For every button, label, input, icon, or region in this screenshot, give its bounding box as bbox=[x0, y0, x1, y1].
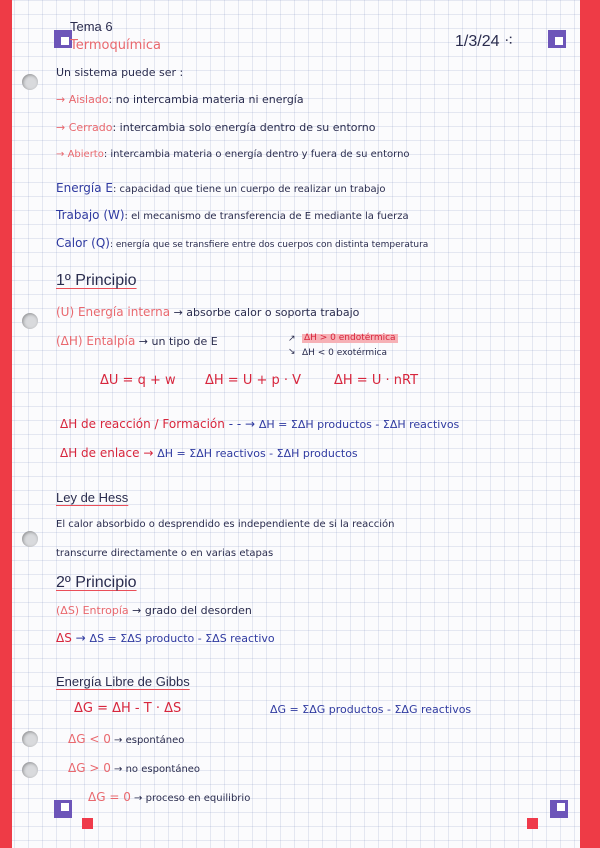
term: (ΔH) Entalpía bbox=[56, 334, 136, 348]
branch-arrow-icon: ↗ bbox=[288, 334, 296, 344]
formula: ΔH = U · nRT bbox=[334, 373, 419, 388]
formula: ΔG = ΣΔG productos - ΣΔG reactivos bbox=[270, 703, 472, 716]
definition: : intercambia solo energía dentro de su entorno bbox=[112, 121, 376, 134]
definition: → grado del desorden bbox=[132, 604, 252, 617]
term: (U) Energía interna bbox=[56, 305, 171, 319]
list-item bbox=[56, 150, 410, 160]
arrow-icon: → bbox=[114, 764, 123, 775]
binder-hole bbox=[22, 313, 38, 329]
section-heading: 2º Principio bbox=[56, 574, 137, 591]
corner-mark-icon bbox=[54, 800, 72, 818]
definition: espontáneo bbox=[125, 735, 185, 746]
endothermic-note: ΔH > 0 endotérmica bbox=[304, 333, 396, 343]
definition-row bbox=[56, 632, 275, 644]
formula: ΔH = ΣΔH reactivos - ΣΔH productos bbox=[157, 447, 358, 460]
list-item bbox=[68, 762, 200, 775]
term: Energía E bbox=[56, 181, 113, 195]
list-item bbox=[68, 733, 184, 746]
arrow-icon: → bbox=[56, 93, 66, 106]
condition: ΔG = 0 bbox=[88, 790, 131, 804]
condition: ΔG < 0 bbox=[68, 732, 111, 746]
definition-row bbox=[56, 335, 218, 347]
term: ΔH de enlace bbox=[60, 446, 140, 460]
definition: : energía que se transfiere entre dos cuerpos con distinta temperatura bbox=[109, 240, 429, 250]
definition-row bbox=[56, 206, 409, 222]
paragraph-line: transcurre directamente o en varias etapas bbox=[56, 548, 274, 559]
term: Calor (Q) bbox=[56, 236, 110, 250]
formula: ΔH = U + p · V bbox=[205, 373, 302, 388]
corner-square-icon bbox=[527, 818, 538, 829]
definition: no espontáneo bbox=[125, 764, 201, 775]
definition: : intercambia materia o energía dentro y fuera de su entorno bbox=[103, 149, 410, 160]
arrow-icon: → bbox=[114, 735, 123, 746]
binder-hole bbox=[22, 531, 38, 547]
term: ΔS bbox=[56, 631, 72, 645]
page-date: 1/3/24 ⁖ bbox=[455, 33, 514, 50]
term: Aislado bbox=[68, 93, 109, 106]
definition: : capacidad que tiene un cuerpo de realizar un trabajo bbox=[113, 184, 386, 195]
section-heading: Ley de Hess bbox=[56, 490, 129, 505]
term: Trabajo (W) bbox=[56, 208, 125, 222]
binder-hole bbox=[22, 731, 38, 747]
definition-row bbox=[60, 447, 358, 459]
arrow-icon: → bbox=[143, 446, 154, 460]
smile-doodle-icon: ⁖ bbox=[503, 33, 514, 50]
page-title: Tema 6 bbox=[70, 19, 113, 34]
term: Cerrado bbox=[68, 121, 113, 134]
definition: → absorbe calor o soporta trabajo bbox=[173, 306, 360, 319]
term: (ΔS) Entropía bbox=[56, 604, 129, 617]
formula: ΔS = ΣΔS producto - ΣΔS reactivo bbox=[89, 632, 275, 645]
intro-lead: Un sistema puede ser : bbox=[56, 66, 184, 79]
binder-hole bbox=[22, 74, 38, 90]
paragraph-line: El calor absorbido o desprendido es independiente de si la reacción bbox=[56, 519, 395, 530]
list-item bbox=[56, 122, 376, 133]
formula: ΔH = ΣΔH productos - ΣΔH reactivos bbox=[258, 418, 460, 431]
formula: ΔG = ΔH - T · ΔS bbox=[74, 701, 182, 716]
definition-row bbox=[56, 179, 386, 195]
branch-arrow-icon: ↘ bbox=[288, 347, 296, 357]
condition: ΔG > 0 bbox=[68, 761, 111, 775]
arrow-icon: → bbox=[134, 793, 143, 804]
list-item bbox=[56, 94, 304, 105]
list-item bbox=[88, 791, 250, 804]
definition-row bbox=[56, 234, 428, 250]
formula: ΔU = q + w bbox=[100, 373, 176, 388]
definition-row bbox=[56, 605, 252, 616]
definition-row bbox=[60, 418, 459, 430]
definition: : el mecanismo de transferencia de E mediante la fuerza bbox=[124, 211, 409, 222]
corner-square-icon bbox=[82, 818, 93, 829]
arrow-icon: → bbox=[75, 631, 86, 645]
term: ΔH de reacción / Formación bbox=[60, 417, 225, 431]
exothermic-note: ΔH < 0 exotérmica bbox=[302, 348, 388, 358]
definition: proceso en equilibrio bbox=[145, 793, 251, 804]
definition: : no intercambia materia ni energía bbox=[108, 93, 304, 106]
arrow-icon: → bbox=[56, 121, 66, 134]
corner-mark-icon bbox=[550, 800, 568, 818]
definition-row bbox=[56, 306, 359, 318]
section-heading: 1º Principio bbox=[56, 272, 137, 289]
binder-hole bbox=[22, 762, 38, 778]
term: Abierto bbox=[67, 149, 104, 160]
corner-mark-icon bbox=[548, 30, 566, 48]
arrow-icon: → bbox=[56, 149, 65, 160]
definition: → un tipo de E bbox=[138, 335, 218, 348]
section-heading: Energía Libre de Gibbs bbox=[56, 674, 190, 689]
subject-title: Termoquímica bbox=[70, 38, 161, 53]
arrow-icon: - - → bbox=[228, 417, 256, 431]
